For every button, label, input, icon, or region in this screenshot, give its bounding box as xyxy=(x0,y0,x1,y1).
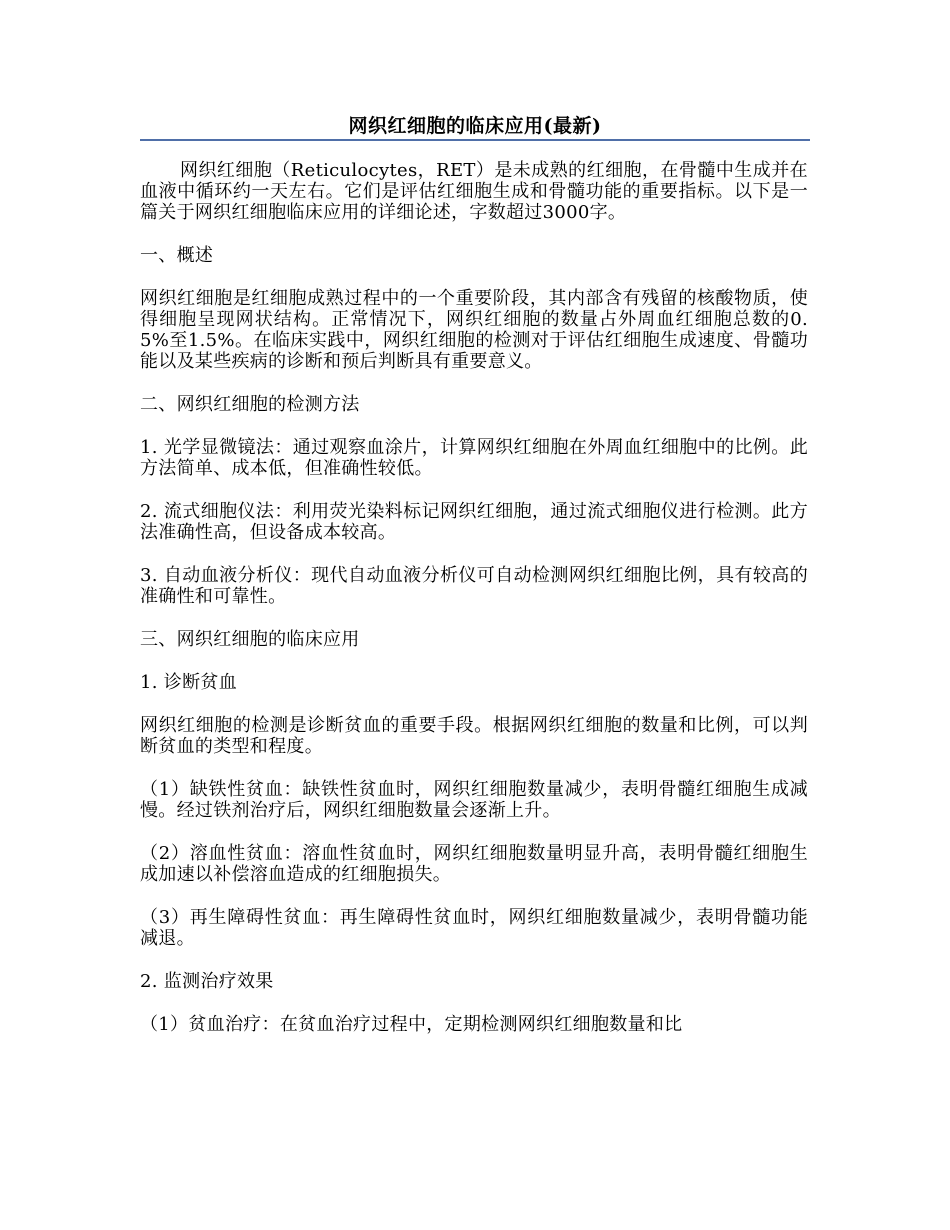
intro-paragraph: 网织红细胞（Reticulocytes，RET）是未成熟的红细胞，在骨髓中生成并在血液中循环约一天左右。它们是评估红细胞生成和骨髓功能的重要指标。以下是一篇关于网织红细胞临床应用的详细论述，字数超过3000字。 xyxy=(140,160,808,223)
diagnose-anemia-paragraph: 网织红细胞的检测是诊断贫血的重要手段。根据网织红细胞的数量和比例，可以判断贫血的类型和程度。 xyxy=(140,715,808,757)
title-underline xyxy=(140,139,810,141)
document-title: 网织红细胞的临床应用(最新) xyxy=(348,115,602,137)
treatment-item-anemia: （1）贫血治疗：在贫血治疗过程中，定期检测网织红细胞数量和比 xyxy=(140,1014,683,1035)
method-item-flow-cytometry: 2. 流式细胞仪法：利用荧光染料标记网织红细胞，通过流式细胞仪进行检测。此方法准确性高，但设备成本较高。 xyxy=(140,501,808,543)
document-body xyxy=(140,160,808,1057)
section-heading-overview: 一、概述 xyxy=(140,245,214,266)
anemia-item-hemolytic: （2）溶血性贫血：溶血性贫血时，网织红细胞数量明显升高，表明骨髓红细胞生成加速以补偿溶血造成的红细胞损失。 xyxy=(140,843,808,885)
anemia-item-aplastic: （3）再生障碍性贫血：再生障碍性贫血时，网织红细胞数量减少，表明骨髓功能减退。 xyxy=(140,907,808,949)
method-item-auto-analyzer: 3. 自动血液分析仪：现代自动血液分析仪可自动检测网织红细胞比例，具有较高的准确性和可靠性。 xyxy=(140,565,808,607)
section-heading-detection-methods: 二、网织红细胞的检测方法 xyxy=(140,394,360,415)
method-item-microscopy: 1. 光学显微镜法：通过观察血涂片，计算网织红细胞在外周血红细胞中的比例。此方法简单、成本低，但准确性较低。 xyxy=(140,437,808,479)
subheading-monitor-treatment: 2. 监测治疗效果 xyxy=(140,971,274,992)
overview-paragraph: 网织红细胞是红细胞成熟过程中的一个重要阶段，其内部含有残留的核酸物质，使得细胞呈现网状结构。正常情况下，网织红细胞的数量占外周血红细胞总数的0.5%至1.5%。在临床实践中，网织红细胞的检测对于评估红细胞生成速度、骨髓功能以及某些疾病的诊断和预后判断具有重要意义。 xyxy=(140,288,808,372)
section-heading-clinical-applications: 三、网织红细胞的临床应用 xyxy=(140,629,360,650)
subheading-diagnose-anemia: 1. 诊断贫血 xyxy=(140,672,237,693)
anemia-item-iron-deficiency: （1）缺铁性贫血：缺铁性贫血时，网织红细胞数量减少，表明骨髓红细胞生成减慢。经过铁剂治疗后，网织红细胞数量会逐渐上升。 xyxy=(140,779,808,821)
